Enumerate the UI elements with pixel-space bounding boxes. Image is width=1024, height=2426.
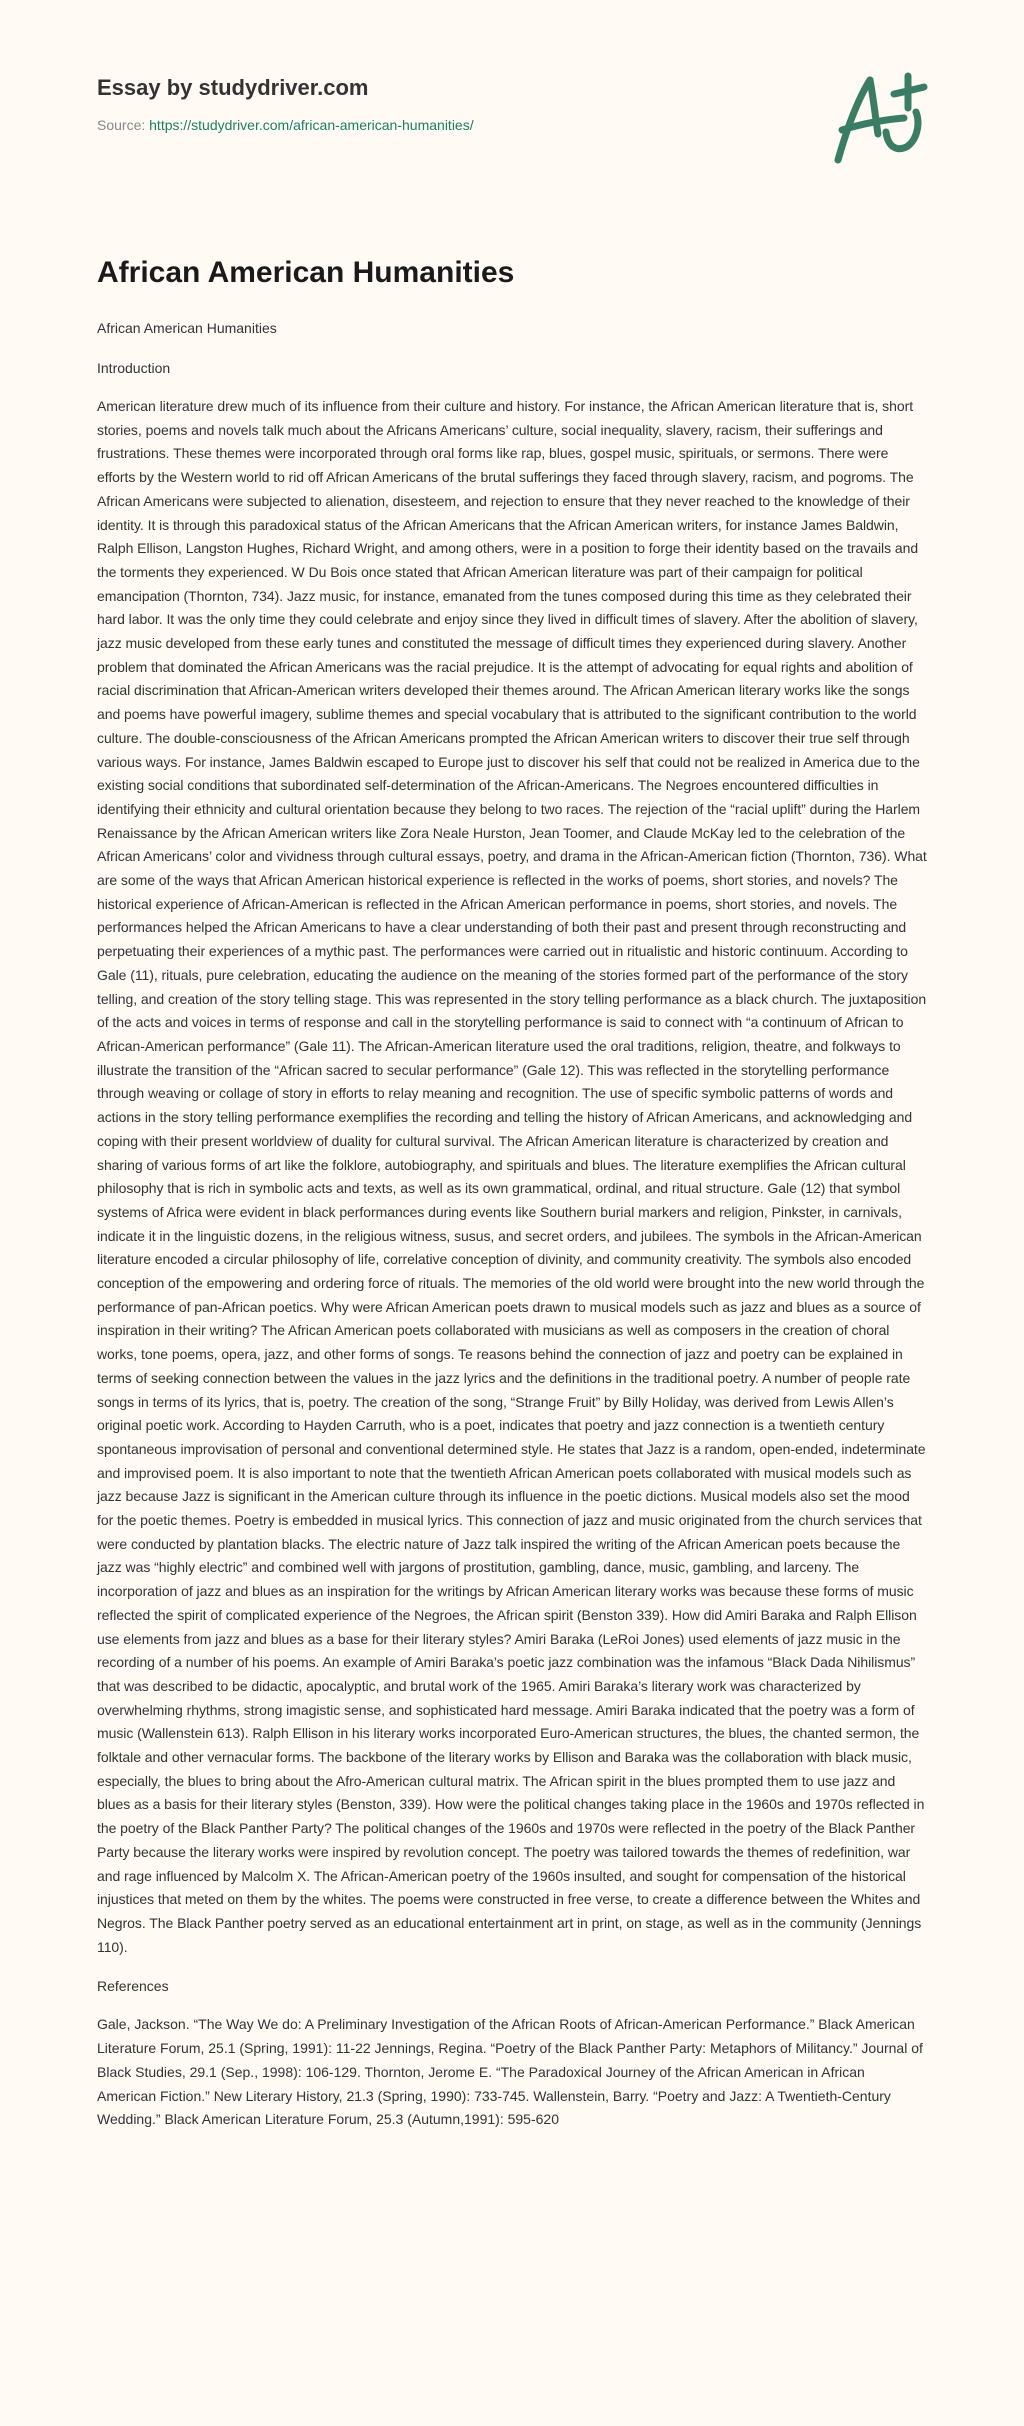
essay-content (97, 254, 927, 2146)
references-heading: References (97, 1978, 169, 1995)
site-title: Essay by studydriver.com (97, 75, 369, 100)
source-link[interactable]: https://studydriver.com/african-american-humanities/ (149, 117, 474, 133)
references-list: Gale, Jackson. “The Way We do: A Preliminary Investigation of the African Roots of African-American Performance.” Black American Literature Forum, 25.1 (Spring, 1991): 11-22 Jennings, Regina. “Poetry of the Black Panther Party: Metaphors of Militancy.” Journal of Black Studies, 29.1 (Sep., 1998): 106-129. Thornton, Jerome E. “The Paradoxical Journey of the African American in African American Fiction.” New Literary History, 21.3 (Spring, 1990): 733-745. Wallenstein, Barry. “Poetry and Jazz: A Twentieth-Century Wedding.” Black American Literature Forum, 25.3 (Autumn,1991): 595-620 (97, 2016, 923, 2128)
introduction-heading: Introduction (97, 360, 171, 376)
source-label: Source: (97, 117, 150, 133)
essay-body-paragraph: American literature drew much of its influence from their culture and history. For instance, the African American literature that is, short stories, poems and novels talk much about the Africans Americans’ culture, social inequality, slavery, racism, their sufferings and frustrations. These themes were incorporated through oral forms like rap, blues, gospel music, spirituals, or sermons. There were efforts by the Western world to rid off African Americans of the brutal sufferings they faced through slavery, racism, and pogroms. The African Americans were subjected to alienation, disesteem, and rejection to ensure that they never reached to the knowledge of their identity. It is through this paradoxical status of the African Americans that the African American writers, for instance James Baldwin, Ralph Ellison, Langston Hughes, Richard Wright, and among others, were in a position to forge their identity based on the travails and the torments they experienced. W Du Bois once stated that African American literature was part of their campaign for political emancipation (Thornton, 734). Jazz music, for instance, emanated from the tunes composed during this time as they celebrated their hard labor. It was the only time they could celebrate and enjoy since they lived in difficult times of slavery. After the abolition of slavery, jazz music developed from these early tunes and constituted the message of difficult times they experienced during slavery. Another problem that dominated the African Americans was the racial prejudice. It is the attempt of advocating for equal rights and abolition of racial discrimination that African-American writers developed their themes around. The African American literary works like the songs and poems have powerful imagery, sublime themes and special vocabulary that is attributed to the significant contribution to the world culture. The double-consciousness of the African Americans prompted the African American writers to discover their true self through various ways. For instance, James Baldwin escaped to Europe just to discover his self that could not be realized in America due to the existing social conditions that subordinated self-determination of the African-Americans. The Negroes encountered difficulties in identifying their ethnicity and cultural orientation because they belong to two races. The rejection of the “racial uplift” during the Harlem Renaissance by the African American writers like Zora Neale Hurston, Jean Toomer, and Claude McKay led to the celebration of the African Americans’ color and vividness through cultural essays, poetry, and drama in the African-American fiction (Thornton, 736). What are some of the ways that African American historical experience is reflected in the works of poems, short stories, and novels? The historical experience of African-American is reflected in the African American performance in poems, short stories, and novels. The performances helped the African Americans to have a clear understanding of both their past and present through reconstructing and perpetuating their experiences of a mythic past. The performances were carried out in ritualistic and historic continuum. According to Gale (11), rituals, pure celebration, educating the audience on the meaning of the stories formed part of the performance of the story telling, and creation of the story telling stage. This was represented in the story telling performance as a black church. The juxtaposition of the acts and voices in terms of response and call in the storytelling performance is said to connect with “a continuum of African to African-American performance” (Gale 11). The African-American literature used the oral traditions, religion, theatre, and folkways to illustrate the transition of the “African sacred to secular performance” (Gale 12). This was reflected in the storytelling performance through weaving or collage of story in efforts to relay meaning and recognition. The use of specific symbolic patterns of words and actions in the story telling performance exemplifies the recording and telling the history of African Americans, and acknowledging and coping with their present worldview of duality for cultural survival. The African American literature is characterized by creation and sharing of various forms of art like the folklore, autobiography, and spirituals and blues. The literature exemplifies the African cultural philosophy that is rich in symbolic acts and texts, as well as its own grammatical, ordinal, and ritual structure. Gale (12) that symbol systems of Africa were evident in black performances during events like Southern burial markers and religion, Pinkster, in carnivals, indicate it in the linguistic dozens, in the religious witness, susus, and secret orders, and jubilees. The symbols in the African-American literature encoded a circular philosophy of life, correlative conception of divinity, and community creativity. The symbols also encoded conception of the empowering and ordering force of rituals. The memories of the old world were brought into the new world through the performance of pan-African poetics. Why were African American poets drawn to musical models such as jazz and blues as a source of inspiration in their writing? The African American poets collaborated with musicians as well as composers in the creation of choral works, tone poems, opera, jazz, and other forms of songs. Te reasons behind the connection of jazz and poetry can be explained in terms of seeking connection between the values in the jazz lyrics and the definitions in the traditional poetry. A number of people rate songs in terms of its lyrics, that is, poetry. The creation of the song, “Strange Fruit” by Billy Holiday, was derived from Lewis Allen’s original poetic work. According to Hayden Carruth, who is a poet, indicates that poetry and jazz connection is a twentieth century spontaneous improvisation of personal and conventional determined style. He states that Jazz is a random, open-ended, indeterminate and improvised poem. It is also important to note that the twentieth African American poets collaborated with musical models such as jazz because Jazz is significant in the American culture through its influence in the poetic dictions. Musical models also set the mood for the poetic themes. Poetry is embedded in musical lyrics. This connection of jazz and music originated from the church services that were conducted by plantation blacks. The electric nature of Jazz talk inspired the writing of the African American poets because the jazz was “highly electric” and combined well with jargons of prostitution, gambling, dance, music, gambling, and larceny. The incorporation of jazz and blues as an inspiration for the writings by African American literary works was because these forms of music reflected the spirit of complicated experience of the Negroes, the African spirit (Benston 339). How did Amiri Baraka and Ralph Ellison use elements from jazz and blues as a base for their literary styles? Amiri Baraka (LeRoi Jones) used elements of jazz music in the recording of a number of his poems. An example of Amiri Baraka’s poetic jazz combination was the infamous “Black Dada Nihilismus” that was described to be didactic, apocalyptic, and brutal work of the 1965. Amiri Baraka’s literary work was characterized by overwhelming rhythms, strong imagistic sense, and sophisticated hard message. Amiri Baraka indicated that the poetry was a form of music (Wallenstein 613). Ralph Ellison in his literary works incorporated Euro-American structures, the blues, the chanted sermon, the folktale and other vernacular forms. The backbone of the literary works by Ellison and Baraka was the collaboration with black music, especially, the blues to bring about the Afro-American cultural matrix. The African spirit in the blues prompted them to use jazz and blues as a basis for their literary styles (Benston, 339). How were the political changes taking place in the 1960s and 1970s reflected in the poetry of the Black Panther Party? The political changes of the 1960s and 1970s were reflected in the poetry of the Black Panther Party because the literary works were inspired by revolution concept. The poetry was tailored towards the themes of redefinition, war and rage influenced by Malcolm X. The African-American poetry of the 1960s insulted, and sought for compensation of the historical injustices that meted on them by the whites. The poems were constructed in free verse, to create a difference between the Whites and Negros. The Black Panther poetry served as an educational entertainment art in print, on stage, as well as in the community (Jennings 110). (97, 398, 927, 1955)
document-title: African American Humanities (97, 256, 515, 289)
page-header (97, 74, 927, 134)
source-line (97, 116, 927, 134)
a-plus-logo-icon (826, 62, 946, 172)
document-subtitle: African American Humanities (97, 320, 277, 336)
